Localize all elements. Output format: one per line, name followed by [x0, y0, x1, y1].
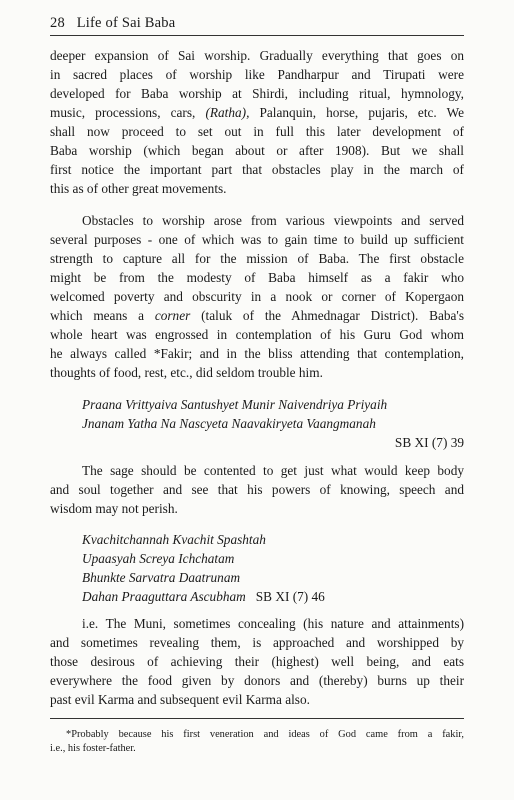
text-line: might be from the modesty of Baba himself as a fakir who [50, 270, 464, 285]
verse-line [82, 587, 464, 606]
header-rule [50, 35, 464, 36]
italic-term: (Ratha), [205, 105, 250, 120]
verse-line: Kvachitchannah Kvachit Spashtah [82, 532, 266, 547]
text-line: wisdom may not perish. [50, 501, 178, 516]
text-line: in sacred places of worship like Pandharpur and Tirupati were [50, 67, 464, 82]
footnote-line: i.e., his foster-father. [50, 743, 136, 754]
text-line: Baba worship (which began about or after 1908). But we shall [50, 143, 464, 158]
text-line: this as of other great movements. [50, 181, 227, 196]
verse-line: Bhunkte Sarvatra Daatrunam [82, 570, 241, 585]
verse-text: Dahan Praaguttara Ascubham [82, 589, 246, 604]
verse-line: Jnanam Yatha Na Nascyeta Naavakiryeta Vaangmanah [82, 416, 376, 431]
text-line: several purposes - one of which was to gain time to build up sufficient [50, 232, 464, 247]
text-line: i.e. The Muni, sometimes concealing (his nature and attainments) [82, 616, 464, 631]
italic-term: corner [154, 308, 191, 323]
text-line: he always called *Fakir; and in the bliss attending that contemplation, [50, 346, 464, 361]
text-line: thoughts of food, rest, etc., did seldom trouble him. [50, 365, 323, 380]
text-line [50, 103, 464, 122]
verse-line: Upaasyah Screya Ichchatam [82, 551, 235, 566]
text-line: shall now proceed to set out in full this later development of [50, 124, 464, 139]
text-line: first notice the important part that obstacles play in the march of [50, 162, 464, 177]
text-run: which means a [50, 308, 155, 323]
text-line: those desirous of achieving their (highest) well being, and eats [50, 654, 464, 669]
text-run: Palanquin, horse, pujaris, etc. We [249, 105, 464, 120]
text-line: developed for Baba worship at Shirdi, including ritual, hymnology, [50, 86, 464, 101]
text-line: past evil Karma and subsequent evil Karma also. [50, 692, 310, 707]
text-line: Obstacles to worship arose from various viewpoints and served [82, 213, 464, 228]
running-header [50, 15, 175, 32]
verse-reference-text: SB XI (7) 46 [255, 589, 325, 604]
footnote-line: *Probably because his first veneration and ideas of God came from a fakir, [66, 729, 464, 740]
verse-reference [246, 589, 325, 604]
page-number: 28 [50, 15, 65, 31]
text-line: and soul together and see that his powers of knowing, speech and [50, 482, 464, 497]
text-run: music, processions, cars, [50, 105, 206, 120]
text-line: whole heart was engrossed in contemplation of his Guru God whom [50, 327, 464, 342]
verse-line: Praana Vrittyaiva Santushyet Munir Naivendriya Priyaih [82, 397, 388, 412]
verse-reference: SB XI (7) 39 [394, 435, 464, 450]
running-title: Life of Sai Baba [76, 15, 176, 31]
text-line [50, 306, 464, 325]
text-line: The sage should be contented to get just what would keep body [82, 463, 464, 478]
text-line: everywhere the food given by donors and (thereby) burns up their [50, 673, 464, 688]
text-line: welcomed poverty and obscurity in a nook or corner of Kopergaon [50, 289, 464, 304]
footnote-rule [50, 718, 464, 719]
text-line: strength to capture all for the mission of Baba. The first obstacle [50, 251, 464, 266]
text-run: (taluk of the Ahmednagar District). Baba's [190, 308, 464, 323]
text-line: deeper expansion of Sai worship. Gradually everything that goes on [50, 48, 464, 63]
text-line: and sometimes revealing them, is approached and worshipped by [50, 635, 464, 650]
